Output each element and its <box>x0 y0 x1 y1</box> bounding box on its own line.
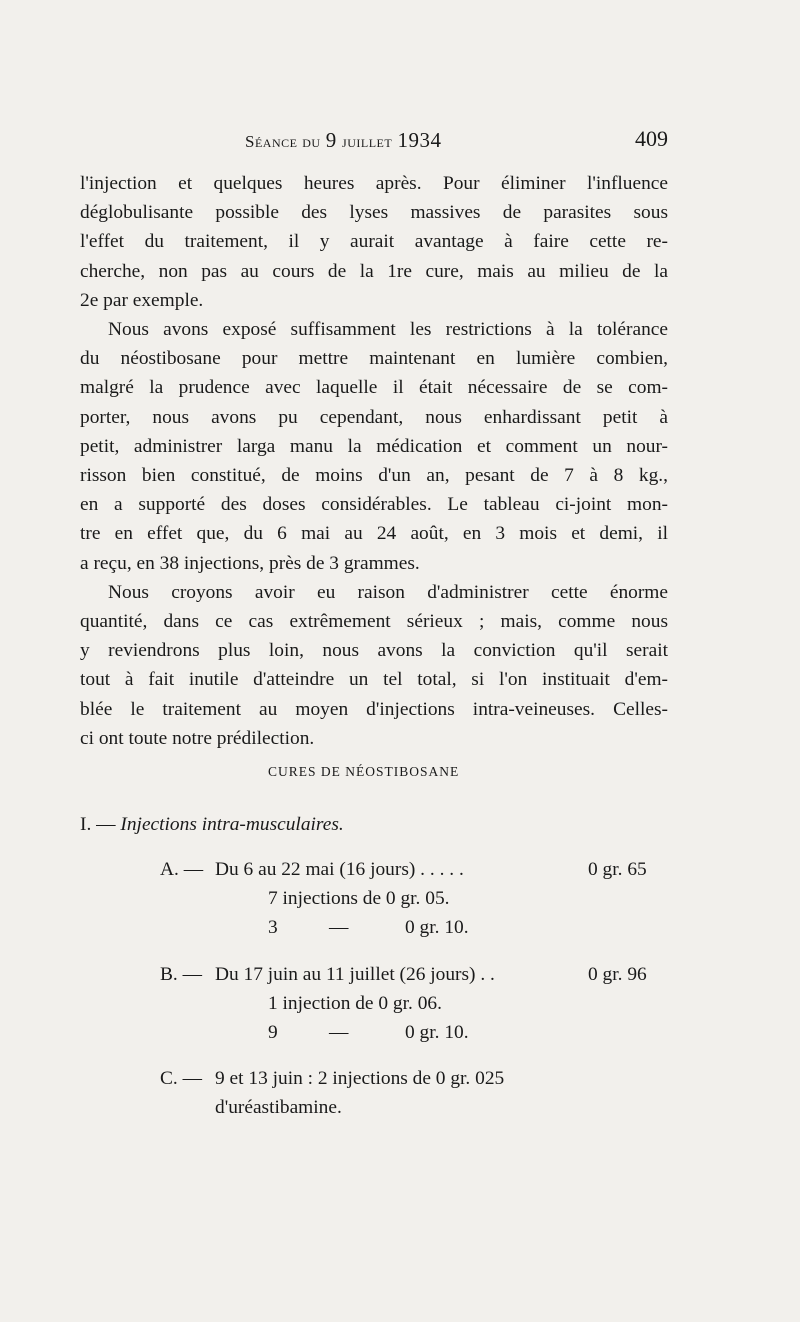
cure-period: Du 6 au 22 mai (16 jours) . . . . . <box>215 859 464 880</box>
text-line: Nous croyons avoir eu raison d'administrer cette énorme <box>108 581 668 603</box>
text-line: l'injection et quelques heures après. Pour éliminer l'influence <box>80 173 668 194</box>
text-line: ci ont toute notre prédilection. <box>80 727 315 749</box>
cures-list <box>80 855 668 1123</box>
cure-period: Du 17 juin au 11 juillet (26 jours) . . <box>215 963 495 985</box>
cure-period: 9 et 13 juin : 2 injections de 0 gr. 025 <box>215 1068 505 1090</box>
running-title-day: 9 <box>325 128 337 152</box>
paragraph-1 <box>80 169 668 315</box>
cure-c <box>80 1064 668 1122</box>
cure-total: 0 gr. 65 <box>588 859 647 880</box>
text-line: quantité, dans ce cas extrêmement sérieux ; mais, comme nous <box>80 611 668 633</box>
subsection-numeral: I. — <box>80 814 116 835</box>
cure-injection-count: 3 <box>268 917 278 939</box>
cure-drug: d'uréastibamine. <box>215 1097 342 1119</box>
page-header <box>80 128 668 158</box>
subsection-title: Injections intra-musculaires. <box>120 814 344 835</box>
cure-injections: 1 injection de 0 gr. 06. <box>268 992 442 1014</box>
text-line: blée le traitement au moyen d'injections intra-veineuses. Celles- <box>80 698 668 720</box>
cure-injection-dose: 0 gr. 10. <box>405 1021 469 1043</box>
cure-injection-dose: 0 gr. 10. <box>405 917 469 939</box>
paragraph-3 <box>80 578 668 753</box>
cure-ditto-dash: — <box>329 917 349 939</box>
text-line: 2e par exemple. <box>80 289 204 311</box>
cure-total: 0 gr. 96 <box>588 963 647 985</box>
text-line: cherche, non pas au cours de la 1re cure, mais au milieu de la <box>80 260 668 282</box>
paragraph-2 <box>80 315 668 578</box>
section-title: CURES DE NÉOSTIBOSANE <box>268 764 460 779</box>
running-title-month: juillet <box>342 132 393 151</box>
text-line: a reçu, en 38 injections, près de 3 grammes. <box>80 552 420 574</box>
text-line: en a supporté des doses considérables. Le tableau ci-joint mon- <box>80 494 668 516</box>
running-title <box>245 128 441 153</box>
text-line: risson bien constitué, de moins d'un an, pesant de 7 à 8 kg., <box>80 465 668 487</box>
cure-label: C. — <box>160 1068 203 1090</box>
text-line: porter, nous avons pu cependant, nous enhardissant petit à <box>80 406 668 428</box>
cure-a <box>80 855 668 943</box>
cure-injections: 7 injections de 0 gr. 05. <box>268 888 450 910</box>
cure-label: B. — <box>160 963 203 985</box>
text-line: malgré la prudence avec laquelle il était nécessaire de se com- <box>80 377 668 399</box>
text-line: y reviendrons plus loin, nous avons la conviction qu'il serait <box>80 640 668 662</box>
cure-ditto-dash: — <box>329 1021 349 1043</box>
cure-injection-count: 9 <box>268 1021 278 1043</box>
text-line: Nous avons exposé suffisamment les restrictions à la tolérance <box>108 319 668 341</box>
text-line: du néostibosane pour mettre maintenant en lumière combien, <box>80 348 668 370</box>
text-line: tre en effet que, du 6 mai au 24 août, en 3 mois et demi, il <box>80 523 668 545</box>
text-line: tout à fait inutile d'atteindre un tel total, si l'on instituait d'em- <box>80 669 668 691</box>
running-title-prefix: Séance du <box>245 132 321 151</box>
text-line: petit, administrer larga manu la médication et comment un nour- <box>80 435 668 457</box>
subsection-heading <box>80 814 344 836</box>
body-text <box>80 169 668 753</box>
running-title-year: 1934 <box>397 128 442 152</box>
cure-label: A. — <box>160 859 204 880</box>
text-line: déglobulisante possible des lyses massives de parasites sous <box>80 202 668 224</box>
page-number: 409 <box>635 126 668 151</box>
cure-b <box>80 960 668 1048</box>
text-line: l'effet du traitement, il y aurait avantage à faire cette re- <box>80 231 668 253</box>
